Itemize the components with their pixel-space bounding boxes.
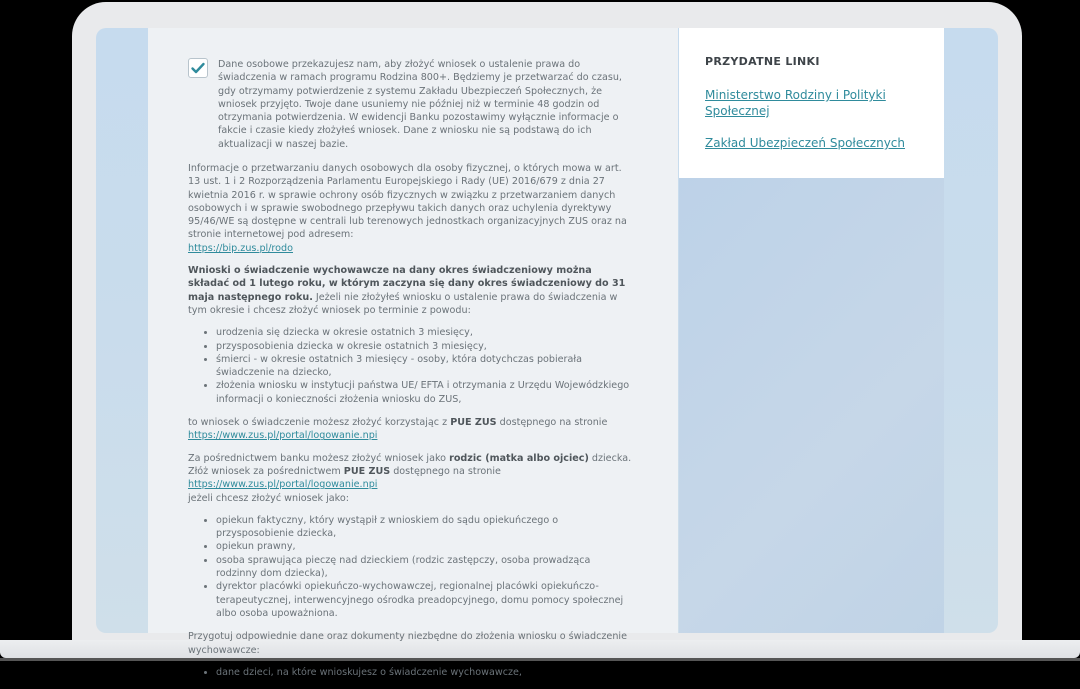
- link-bip-rodo[interactable]: https://bip.zus.pl/rodo: [188, 242, 293, 254]
- bank-bold-1: rodzic (matka albo ojciec): [449, 452, 589, 464]
- pue-text-post: dostępnego na stronie: [496, 417, 608, 429]
- pue-info: [188, 416, 633, 443]
- bank-text-2: dziecka. Złóż wniosek za pośrednictwem: [188, 452, 632, 477]
- useful-links-title: PRZYDATNE LINKI: [705, 55, 820, 68]
- docs-info: Przygotuj odpowiednie dane oraz dokumenty niezbędne do złożenia wniosku o świadczenie wychowawcze:: [188, 631, 627, 656]
- list-item: • opiekun faktyczny, który wystąpił z wnioskiem do sądu opiekuńczego o przysposobienie dziecka,: [216, 514, 633, 541]
- list-item: • opiekun prawny,: [216, 540, 633, 553]
- link-pue-login-2[interactable]: https://www.zus.pl/portal/logowanie.npi: [188, 479, 378, 491]
- list-item: • przysposobienia dziecka w okresie ostatnich 3 miesięcy,: [216, 340, 633, 353]
- main-content: [148, 28, 678, 678]
- bank-bold-2: PUE ZUS: [343, 465, 391, 477]
- browser-screen: [96, 28, 998, 678]
- gdpr-info: [188, 162, 633, 255]
- link-zus[interactable]: Zakład Ubezpieczeń Społecznych: [705, 136, 906, 150]
- sidebar-background: [679, 178, 944, 633]
- link-pue-login[interactable]: https://www.zus.pl/portal/logowanie.npi: [188, 430, 378, 442]
- useful-links-panel: [679, 28, 944, 178]
- consent-checkbox[interactable]: [188, 58, 208, 78]
- late-reasons-list: [188, 326, 633, 406]
- roles-list: [188, 514, 633, 620]
- gdpr-info-text: Informacje o przetwarzaniu danych osobowych dla osoby fizycznej, o których mowa w art. 13 ust. 1 i 2 Rozporządzenia Parlamentu Europejskiego i Rady (UE) 2016/679 z dnia 27 kwietnia 2016 r. w sprawie ochrony osób fizycznych w związku z przetwarzaniem danych osobowych i w sprawie swobodnego przepływu takich danych oraz uchylenia dyrektywy 95/46/WE są dostępne w centrali lub terenowych jednostkach organizacyjnych ZUS oraz na stronie internetowej pod adresem:: [188, 163, 627, 241]
- pue-text-pre: to wniosek o świadczenie możesz złożyć korzystając z: [188, 417, 451, 429]
- bank-text-4: jeżeli chcesz złożyć wniosek jako:: [188, 492, 349, 504]
- bank-info: [188, 452, 633, 505]
- list-item: • osoba sprawująca pieczę nad dzieckiem (rodzic zastępczy, osoba prowadząca rodzinny dom dziecka),: [216, 554, 633, 581]
- deadline-rest: Jeżeli nie złożyłeś wniosku o ustalenie prawa do świadczenia w tym okresie i chcesz złożyć wniosek po terminie z powodu:: [188, 291, 618, 316]
- list-item: • złożenia wniosku w instytucji państwa UE/ EFTA i otrzymania z Urzędu Wojewódzkiego informacji o konieczności złożenia wniosku do ZUS,: [216, 379, 633, 406]
- bank-text-1: Za pośrednictwem banku możesz złożyć wniosek jako: [188, 452, 450, 464]
- information-body: [188, 162, 633, 689]
- checkmark-icon: [191, 62, 205, 74]
- list-item: • dyrektor placówki opiekuńczo-wychowawczej, regionalnej placówki opiekuńczo-terapeutycznej, interwencyjnego ośrodka preadopcyjnego, domu pomocy społecznej albo osoba upoważniona.: [216, 580, 633, 620]
- docs-list: [188, 666, 633, 679]
- deadline-info: [188, 264, 633, 317]
- deadline-bold: Wnioski o świadczenie wychowawcze na dany okres świadczeniowy można składać od 1 lutego roku, w którym zaczyna się dany okres świadczeniowy do 31 maja następnego roku.: [188, 265, 626, 303]
- list-item: • dane dzieci, na które wnioskujesz o świadczenie wychowawcze,: [216, 666, 633, 679]
- list-item: • śmierci - w okresie ostatnich 3 miesięcy - osoby, która dotychczas pobierała świadczenie na dziecko,: [216, 353, 633, 380]
- consent-text: Dane osobowe przekazujesz nam, aby złożyć wniosek o ustalenie prawa do świadczenia w ramach programu Rodzina 800+. Będziemy je przetwarzać do czasu, gdy otrzymamy potwierdzenie z systemu Zakładu Ubezpieczeń Społecznych, że wniosek przyjęto. Twoje dane usuniemy nie później niż w terminie 48 godzin od otrzymania potwierdzenia. W ewidencji Banku pozostawimy wyłącznie informacje o fakcie i czasie kiedy złożyłeś wniosek. Dane z wniosku nie są podstawą do ich aktualizacji w naszej bazie.: [218, 59, 622, 150]
- list-item: • urodzenia się dziecka w okresie ostatnich 3 miesięcy,: [216, 326, 633, 339]
- bank-text-3: dostępnego na stronie: [390, 465, 501, 477]
- pue-bold: PUE ZUS: [450, 417, 497, 429]
- link-ministry[interactable]: Ministerstwo Rodziny i Polityki Społecznej: [705, 88, 886, 118]
